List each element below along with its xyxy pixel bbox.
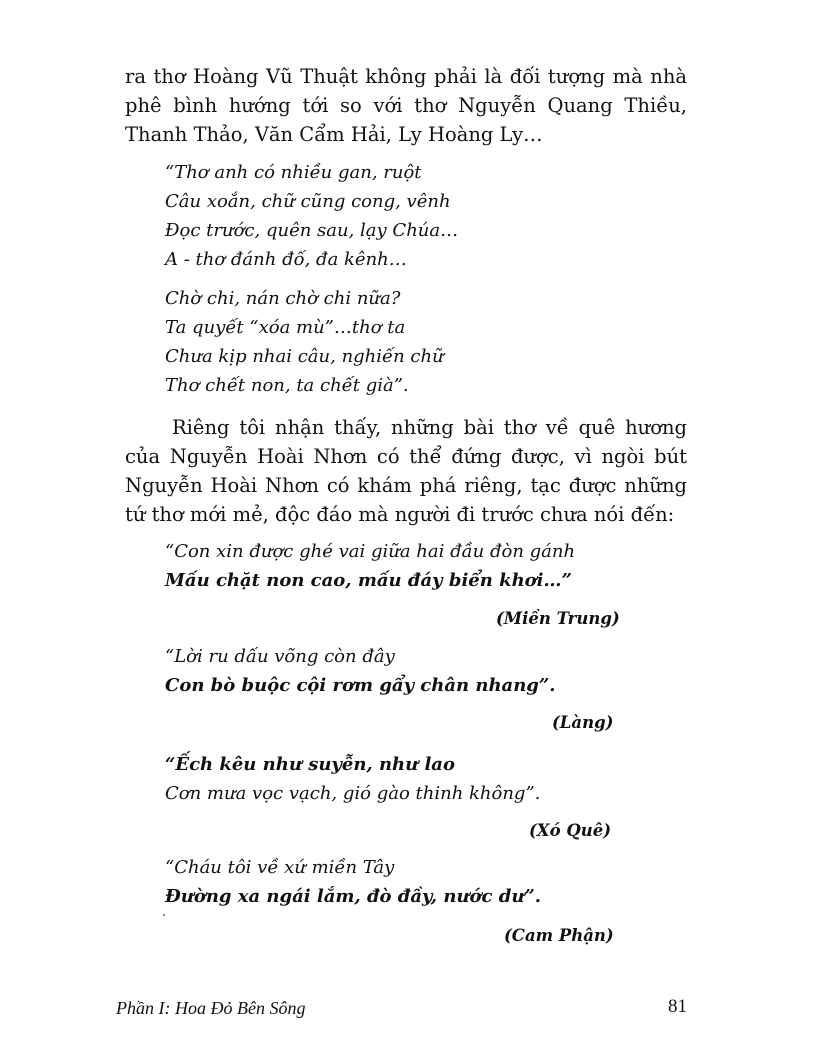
- quote-line: “Ếch kêu như suyễn, như lao: [165, 754, 455, 775]
- quote-source: (Xó Quê): [529, 821, 612, 840]
- quote-source: (Cam Phận): [504, 926, 614, 945]
- quote-line: “Con xin được ghé vai giữa hai đầu đòn gánh: [165, 541, 576, 562]
- quote-line: Cơn mưa vọc vạch, gió gào thinh không”.: [165, 783, 541, 804]
- quote-xo-que: [165, 750, 625, 808]
- quote-line: Con bò buộc cội rơm gẩy chân nhang”.: [165, 675, 556, 696]
- quote-source: (Làng): [552, 713, 614, 732]
- quote-line: Đường xa ngái lắm, đò đầy, nước dư”.: [165, 886, 542, 907]
- quote-source: (Miền Trung): [496, 609, 620, 628]
- poem-line: Câu xoắn, chữ cũng cong, vênh: [165, 191, 451, 212]
- poem-line: Thơ chết non, ta chết già”.: [165, 375, 409, 396]
- poem-line: Ta quyết “xóa mù”…thơ ta: [165, 317, 406, 338]
- running-title: Phần I: Hoa Đỏ Bên Sông: [116, 998, 306, 1018]
- page-number: 81: [668, 996, 687, 1017]
- poem-line: “Thơ anh có nhiều gan, ruột: [165, 162, 422, 183]
- poem-line: Chờ chi, nán chờ chi nữa?: [165, 288, 401, 309]
- poem-stanza-2: [165, 284, 625, 400]
- poem-stanza-1: [165, 158, 625, 274]
- quote-line: “Cháu tôi về xứ miền Tây: [165, 857, 395, 878]
- paragraph-intro: ra thơ Hoàng Vũ Thuật không phải là đối tượng mà nhà phê bình hướng tới so với thơ Nguyễn Quang Thiều, Thanh Thảo, Văn Cẩm Hải, Ly Hoàng Ly…: [125, 65, 687, 146]
- quote-cam-phan: [165, 853, 625, 911]
- poem-line: Đọc trước, quên sau, lạy Chúa…: [165, 220, 459, 241]
- poem-line: Chưa kịp nhai câu, nghiến chữ: [165, 346, 444, 367]
- quote-line: “Lời ru dấu võng còn đây: [165, 646, 395, 667]
- paragraph-commentary: Riêng tôi nhận thấy, những bài thơ về quê hương của Nguyễn Hoài Nhơn có thể đứng được, vì ngòi bút Nguyễn Hoài Nhơn có khám phá riêng, tạc được những tứ thơ mới mẻ, độc đáo mà người đi trước chưa nói đến:: [125, 416, 687, 526]
- print-speck: [163, 914, 165, 916]
- poem-line: A - thơ đánh đố, đa kênh…: [165, 249, 407, 270]
- quote-line: Mấu chặt non cao, mấu đáy biển khơi…”: [165, 570, 572, 591]
- quote-mien-trung: [165, 537, 625, 595]
- quote-lang: [165, 642, 625, 700]
